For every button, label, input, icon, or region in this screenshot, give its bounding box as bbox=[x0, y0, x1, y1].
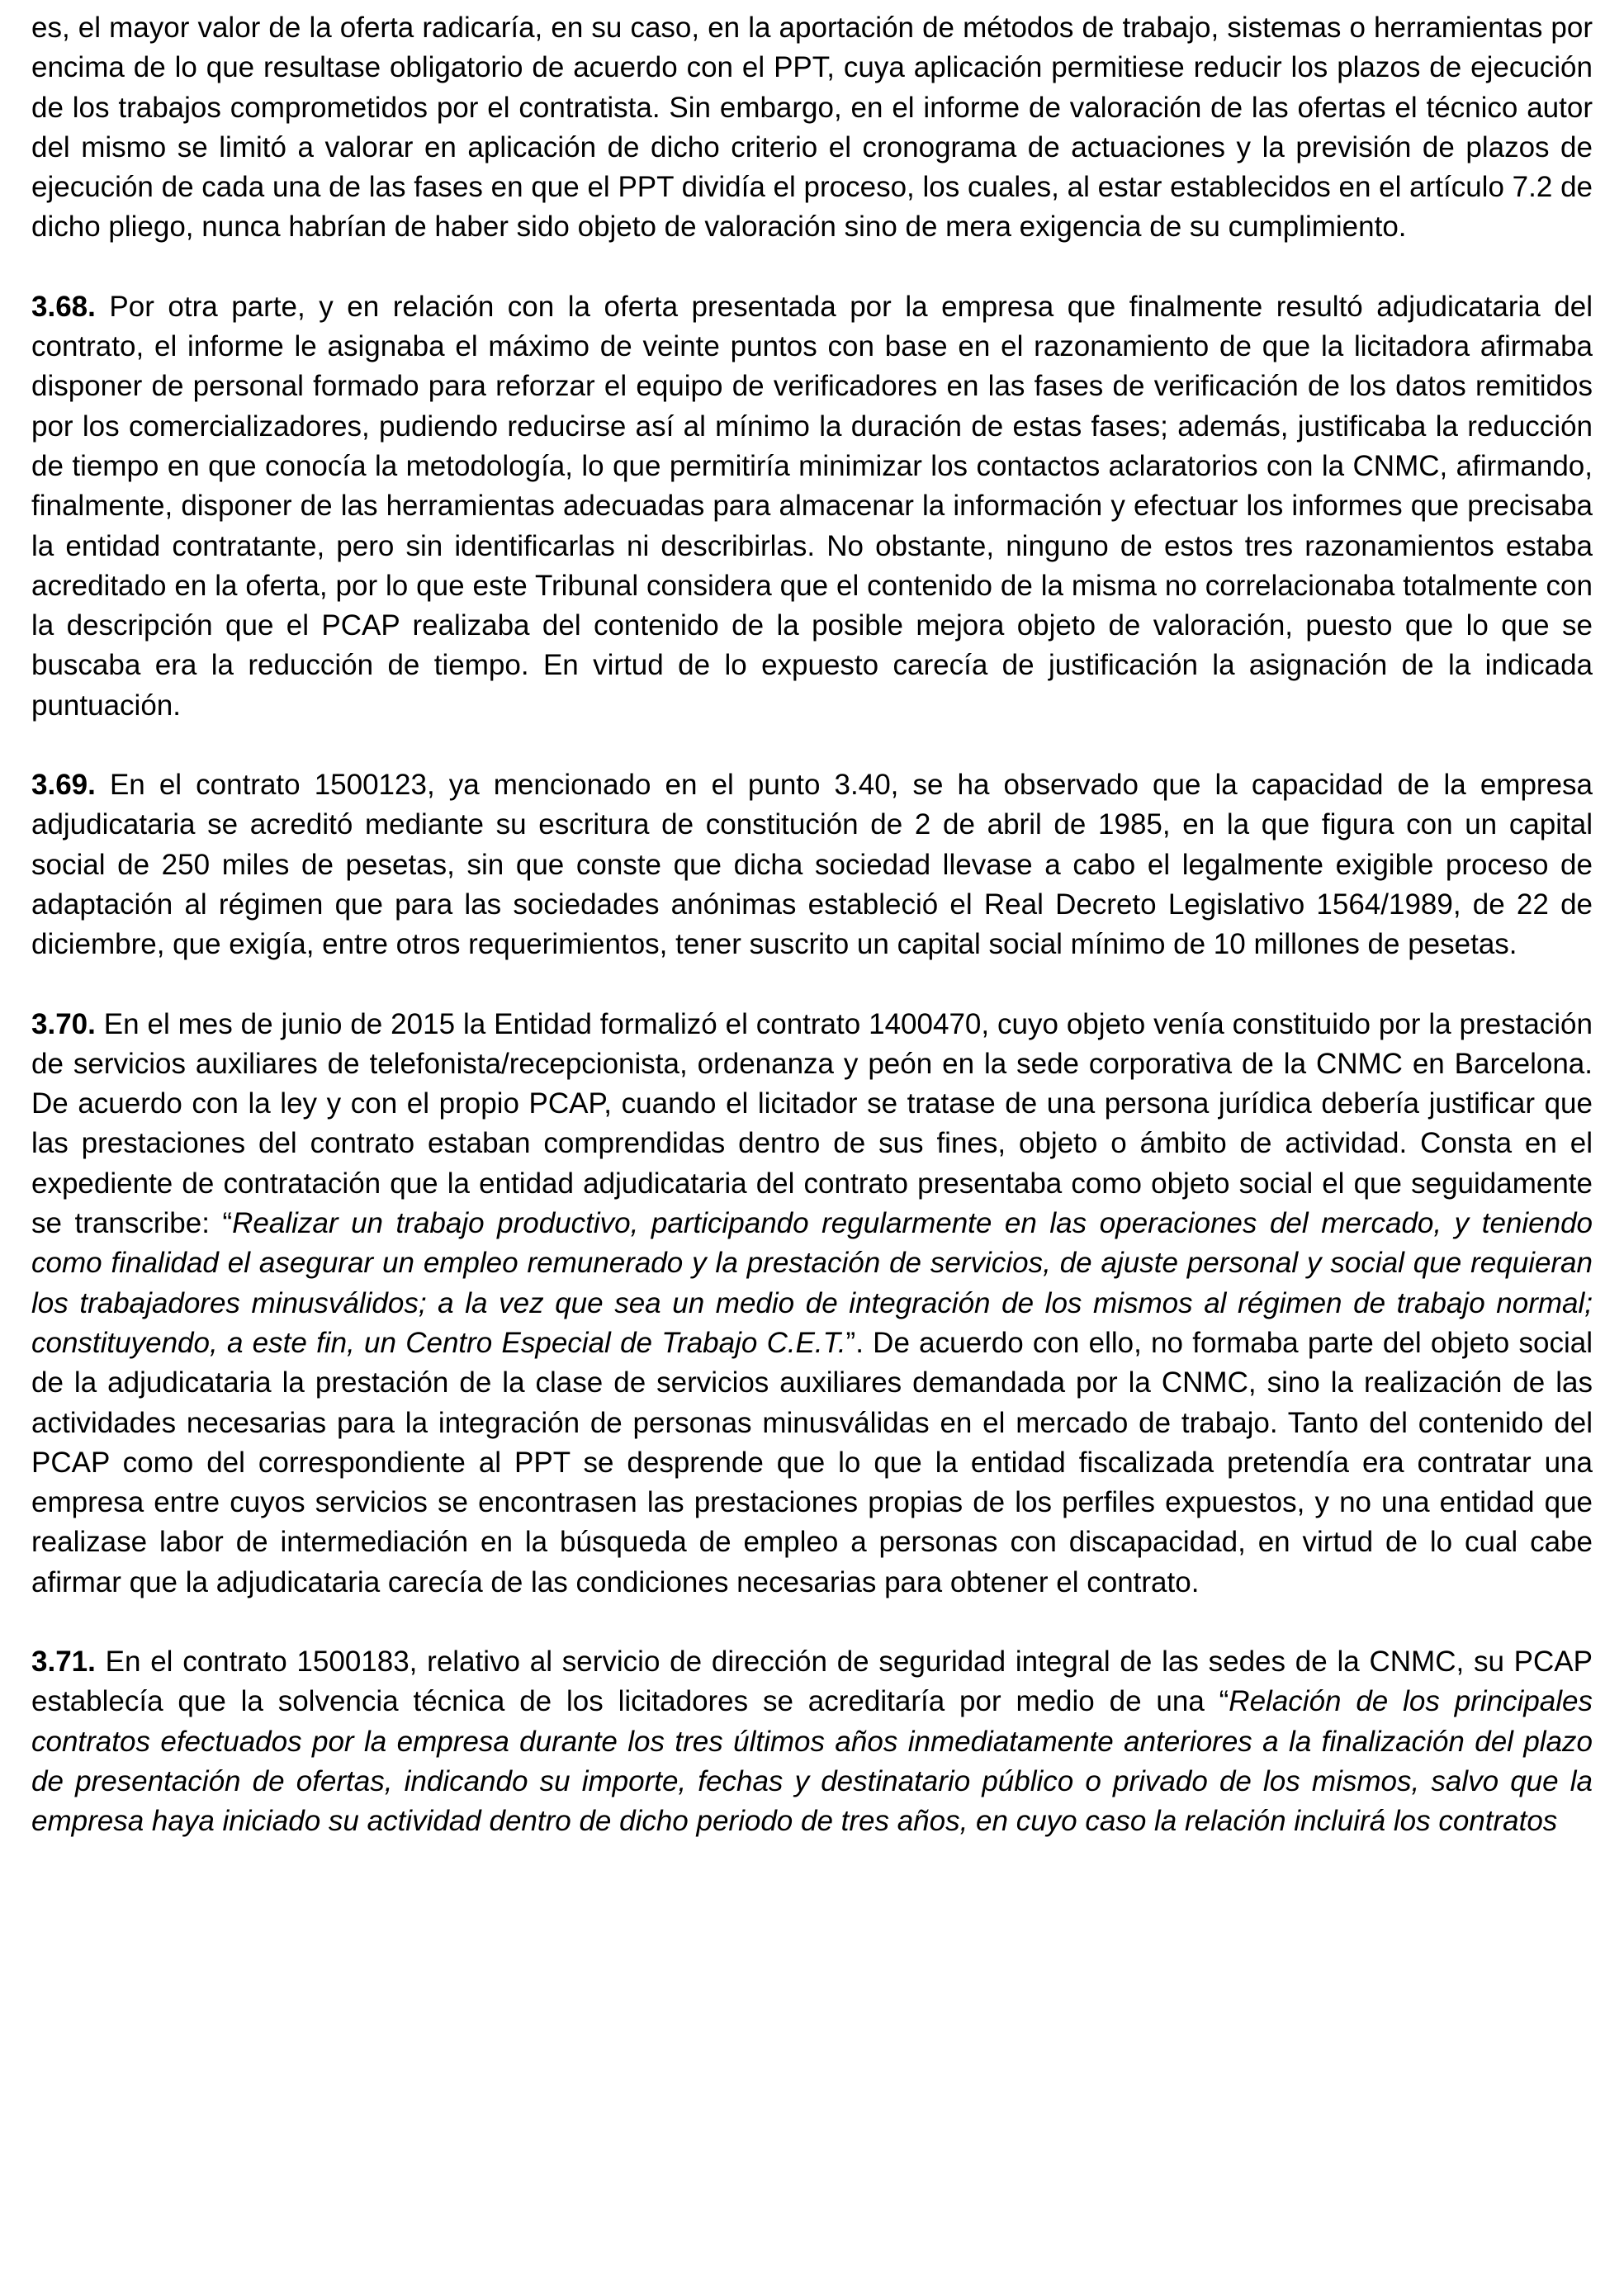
paragraph-text: En el mes de junio de 2015 la Entidad formalizó el contrato 1400470, cuyo objeto venía constituido por la prestación de servicios auxiliares de telefonista/recepcionista, ordenanza y peón en la sede corporativa de la CNMC en Barcelona. De acuerdo con la ley y con el propio PCAP, cuando el licitador se tratase de una persona jurídica debería justificar que las prestaciones del contrato estaban comprendidas dentro de sus fines, objeto o ámbito de actividad. Consta en el expediente de contratación que la entidad adjudicataria del contrato presentaba como objeto social el que seguidamente se transcribe: “ bbox=[31, 1007, 1593, 1240]
paragraph-3-69 bbox=[31, 765, 1593, 964]
paragraph-text: es, el mayor valor de la oferta radicaría, en su caso, en la aportación de métodos de trabajo, sistemas o herramientas por encima de lo que resultase obligatorio de acuerdo con el PPT, cuya aplicación permitiese reducir los plazos de ejecución de los trabajos comprometidos por el contratista. Sin embargo, en el informe de valoración de las ofertas el técnico autor del mismo se limitó a valorar en aplicación de dicho criterio el cronograma de actuaciones y la previsión de plazos de ejecución de cada una de las fases en que el PPT dividía el proceso, los cuales, al estar establecidos en el artículo 7.2 de dicho pliego, nunca habrían de haber sido objeto de valoración sino de mera exigencia de su cumplimiento. bbox=[31, 12, 1593, 244]
paragraph-3-68 bbox=[31, 287, 1593, 726]
paragraph-number: 3.69. bbox=[31, 769, 96, 802]
paragraph-text: En el contrato 1500183, relativo al servicio de dirección de seguridad integral de las sedes de la CNMC, su PCAP establecía que la solvencia técnica de los licitadores se acreditaría por medio de una “ bbox=[31, 1645, 1593, 1718]
paragraph-text: En el contrato 1500123, ya mencionado en el punto 3.40, se ha observado que la capacidad de la empresa adjudicataria se acreditó mediante su escritura de constitución de 2 de abril de 1985, en la que figura con un capital social de 250 miles de pesetas, sin que conste que dicha sociedad llevase a cabo el legalmente exigible proceso de adaptación al régimen que para las sociedades anónimas estableció el Real Decreto Legislativo 1564/1989, de 22 de diciembre, que exigía, entre otros requerimientos, tener suscrito un capital social mínimo de 10 millones de pesetas. bbox=[31, 769, 1593, 961]
paragraph-number: 3.71. bbox=[31, 1645, 96, 1678]
paragraph-text-continued: ”. De acuerdo con ello, no formaba parte del objeto social de la adjudicataria la prestación de la clase de servicios auxiliares demandada por la CNMC, sino la realización de las actividades necesarias para la integración de personas minusválidas en el mercado de trabajo. Tanto del contenido del PCAP como del correspondiente al PPT se desprende que lo que la entidad fiscalizada pretendía era contratar una empresa entre cuyos servicios se encontrasen las prestaciones propias de los perfiles expuestos, y no una entidad que realizase labor de intermediación en la búsqueda de empleo a personas con discapacidad, en virtud de lo cual cabe afirmar que la adjudicataria carecía de las condiciones necesarias para obtener el contrato. bbox=[31, 1326, 1593, 1598]
paragraph-3-71 bbox=[31, 1642, 1593, 1841]
paragraph-number: 3.68. bbox=[31, 290, 96, 323]
quoted-text: Realizar un trabajo productivo, participando regularmente en las operaciones del mercado, y teniendo como finalidad el asegurar un empleo remunerado y la prestación de servicios, de ajuste personal y social que requieran los trabajadores minusválidos; a la vez que sea un medio de integración de los mismos al régimen de trabajo normal; constituyendo, a este fin, un Centro Especial de Trabajo C.E.T. bbox=[31, 1207, 1593, 1359]
paragraph-continuation bbox=[31, 8, 1593, 248]
paragraph-3-70 bbox=[31, 1005, 1593, 1603]
paragraph-text: Por otra parte, y en relación con la oferta presentada por la empresa que finalmente resultó adjudicataria del contrato, el informe le asignaba el máximo de veinte puntos con base en el razonamiento de que la licitadora afirmaba disponer de personal formado para reforzar el equipo de verificadores en las fases de verificación de los datos remitidos por los comercializadores, pudiendo reducirse así al mínimo la duración de estas fases; además, justificaba la reducción de tiempo en que conocía la metodología, lo que permitiría minimizar los contactos aclaratorios con la CNMC, afirmando, finalmente, disponer de las herramientas adecuadas para almacenar la información y efectuar los informes que precisaba la entidad contratante, pero sin identificarlas ni describirlas. No obstante, ninguno de estos tres razonamientos estaba acreditado en la oferta, por lo que este Tribunal considera que el contenido de la misma no correlacionaba totalmente con la descripción que el PCAP realizaba del contenido de la posible mejora objeto de valoración, puesto que lo que se buscaba era la reducción de tiempo. En virtud de lo expuesto carecía de justificación la asignación de la indicada puntuación. bbox=[31, 290, 1593, 722]
paragraph-number: 3.70. bbox=[31, 1007, 96, 1040]
quoted-text: Relación de los principales contratos efectuados por la empresa durante los tres últimos años inmediatamente anteriores a la finalización del plazo de presentación de ofertas, indicando su importe, fechas y destinatario público o privado de los mismos, salvo que la empresa haya iniciado su actividad dentro de dicho periodo de tres años, en cuyo caso la relación incluirá los contratos bbox=[31, 1685, 1593, 1838]
